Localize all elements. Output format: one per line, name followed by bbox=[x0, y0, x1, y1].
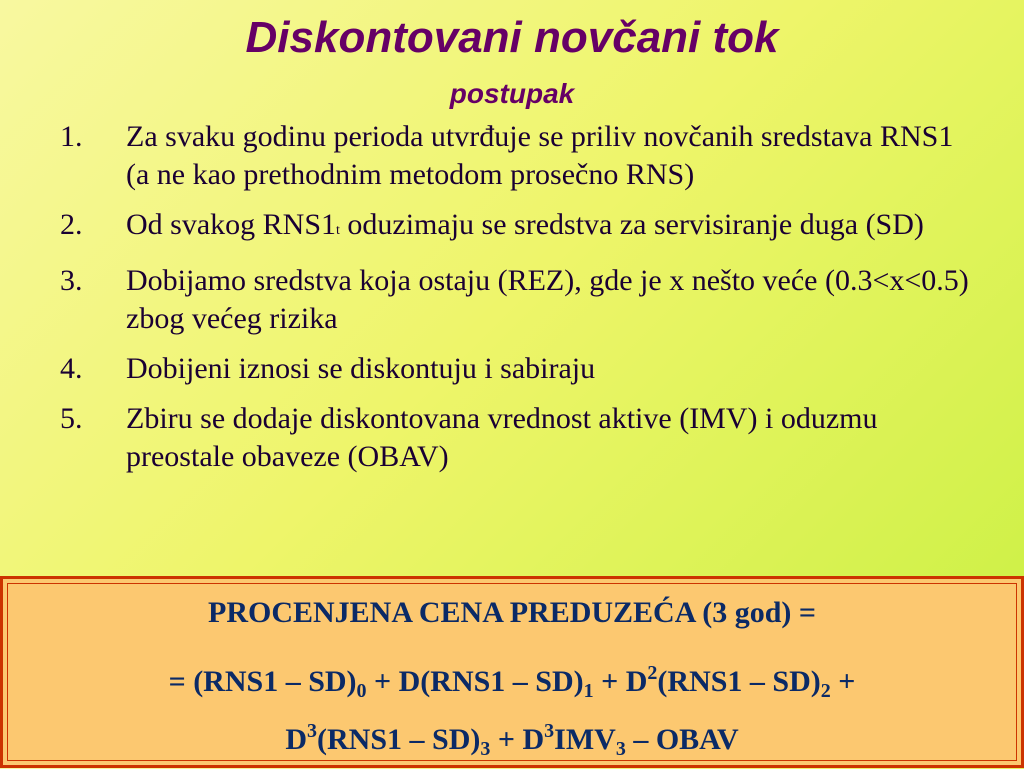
formula-subscript: 0 bbox=[356, 680, 367, 702]
formula-term: – OBAV bbox=[625, 723, 739, 756]
formula-term: + D(RNS1 – SD) bbox=[366, 665, 584, 698]
list-item bbox=[60, 118, 980, 194]
formula-heading: PROCENJENA CENA PREDUZEĆA (3 god) = bbox=[208, 596, 816, 629]
step-subscript: t bbox=[336, 223, 340, 238]
formula-term: IMV bbox=[554, 723, 616, 756]
formula-exponent: 3 bbox=[544, 720, 555, 742]
formula-exponent: 2 bbox=[647, 662, 658, 684]
formula-term: + D bbox=[490, 723, 545, 756]
formula-subscript: 3 bbox=[615, 738, 626, 760]
formula-term: = (RNS1 – SD) bbox=[168, 665, 357, 698]
formula-line-2 bbox=[3, 711, 1021, 769]
step-text: Zbiru se dodaje diskontovana vrednost aktive (IMV) i oduzmu preostale obaveze (OBAV) bbox=[126, 402, 878, 473]
formula-term: (RNS1 – SD) bbox=[317, 723, 481, 756]
formula-box bbox=[0, 576, 1024, 768]
step-number: 3. bbox=[60, 264, 83, 297]
list-item bbox=[60, 262, 980, 338]
step-text bbox=[126, 206, 980, 250]
step-text: Za svaku godinu perioda utvrđuje se priliv novčanih sredstava RNS1 (a ne kao prethodnim metodom prosečno RNS) bbox=[126, 120, 954, 191]
step-number: 1. bbox=[60, 120, 83, 153]
formula-line-1 bbox=[3, 653, 1021, 711]
formula-subscript: 2 bbox=[820, 680, 831, 702]
formula-term: + D bbox=[593, 665, 648, 698]
list-item bbox=[60, 400, 980, 476]
formula-subscript: 1 bbox=[583, 680, 594, 702]
step-number: 5. bbox=[60, 402, 83, 435]
steps-list bbox=[60, 118, 980, 488]
step-text: Dobijeni iznosi se diskontuju i sabiraju bbox=[126, 352, 596, 385]
step-text-part: oduzimaju se sredstva za servisiranje duga (SD) bbox=[339, 208, 924, 241]
list-item bbox=[60, 206, 980, 250]
step-number: 2. bbox=[60, 208, 83, 241]
slide-title: Diskontovani novčani tok bbox=[245, 13, 779, 62]
list-item bbox=[60, 350, 980, 388]
step-text-part: Od svakog RNS1 bbox=[126, 208, 337, 241]
formula-exponent: 3 bbox=[307, 720, 318, 742]
slide-subtitle: postupak bbox=[449, 78, 575, 109]
formula-term: (RNS1 – SD) bbox=[657, 665, 821, 698]
formula-subscript: 3 bbox=[480, 738, 491, 760]
step-number: 4. bbox=[60, 352, 83, 385]
formula-term: + bbox=[830, 665, 856, 698]
formula-term: D bbox=[285, 723, 308, 756]
step-text: Dobijamo sredstva koja ostaju (REZ), gde je x nešto veće (0.3<x<0.5) zbog većeg rizika bbox=[126, 264, 969, 335]
